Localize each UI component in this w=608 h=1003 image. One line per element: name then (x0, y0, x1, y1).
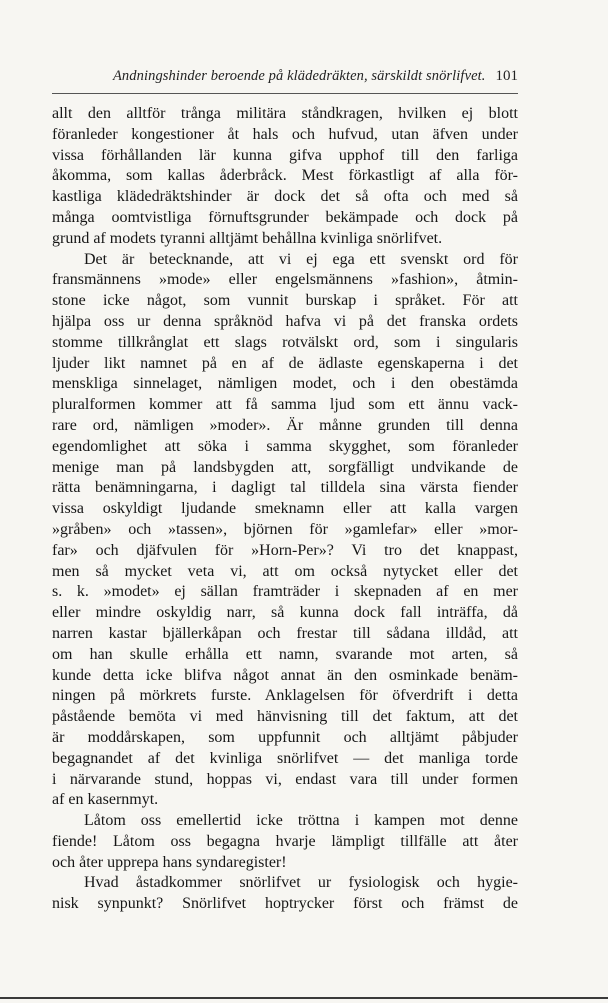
text-line: kunde detta icke blifva något annat än den osminkade benäm- (52, 666, 518, 684)
text-line: ningen på mörkrets furste. Anklagelsen för öfverdrift i detta (52, 687, 518, 705)
paragraph-start: Det är betecknande, att vi ej ega ett svenskt ord för (84, 250, 518, 268)
text-line: om han skulle erhålla ett namn, svarande mot arten, så (52, 645, 518, 663)
text-line: far» och djäfvulen för »Horn-Per»? Vi tro det knappast, (52, 541, 518, 559)
text-line: menskliga sinnelaget, nämligen modet, och i den obestämda (52, 375, 518, 393)
text-line: »gråben» och »tassen», björnen för »gamlefar» eller »mor- (52, 520, 518, 538)
text-line: åkomma, som kallas åderbråck. Mest förkastligt af alla för- (52, 167, 518, 185)
text-line: men så mycket veta vi, att om också nytycket eller det (52, 562, 518, 580)
text-line: är moddårskapen, som uppfunnit och alltjämt påbjuder (52, 728, 518, 746)
text-line: påstående bemöta vi med hänvisning till det faktum, att det (52, 708, 518, 726)
page-bottom-edge (0, 997, 608, 999)
text-line: grund af modets tyranni alltjämt behållna kvinliga snörlifvet. (52, 229, 443, 247)
text-line: fiende! Låtom oss begagna hvarje lämpligt tillfälle att åter (52, 832, 518, 850)
text-line: narren kastar bjällerkåpan och frestar till sådana illdåd, att (52, 624, 518, 642)
text-line: och åter upprepa hans syndaregister! (52, 853, 287, 871)
page-number: 101 (495, 68, 518, 84)
text-line: fransmännens »mode» eller engelsmännens »fashion», åtmin- (52, 271, 518, 289)
text-line: pluralformen kommer att få samma ljud som ett ännu vack- (52, 396, 518, 414)
text-line: rätta benämningarna, i dagligt tal tilldela sina värsta fiender (52, 479, 518, 497)
text-line: nisk synpunkt? Snörlifvet hoptrycker först och främst de (52, 895, 518, 913)
text-line: vissa oskyldigt ljudande smeknamn eller att kalla vargen (52, 500, 518, 518)
text-line: menige man på landsbygden att, sorgfälligt undvikande de (52, 458, 518, 476)
text-line: många oomtvistliga förnuftsgrunder bekämpade och dock på (52, 208, 518, 226)
text-line: i närvarande stund, hoppas vi, endast vara till under formen (52, 770, 518, 788)
header-rule (52, 93, 518, 94)
text-line: föranleder kongestioner åt hals och hufvud, utan äfven under (52, 125, 518, 143)
text-line: stone icke något, som vunnit burskap i språket. För att (52, 292, 518, 310)
text-line: eller mindre oskyldig narr, så kunna dock fall inträffa, då (52, 604, 518, 622)
text-line: egendomlighet att söka i samma skygghet, som föranleder (52, 437, 518, 455)
body-text (52, 104, 518, 915)
text-line: kastliga klädedräktshinder är dock det så ofta och med så (52, 188, 518, 206)
text-line: s. k. »modet» ej sällan framträder i skepnaden af en mer (52, 583, 518, 601)
paragraph-start: Hvad åstadkommer snörlifvet ur fysiologisk och hygie- (84, 874, 518, 892)
text-line: rare ord, nämligen »moder». Är månne grunden till denna (52, 416, 518, 434)
running-header (52, 68, 518, 88)
text-line: af en kasernmyt. (52, 791, 159, 809)
text-line: allt den alltför trånga militära ståndkragen, hvilken ej blott (52, 105, 518, 122)
text-line: hjälpa oss ur denna språknöd hafva vi på det franska ordets (52, 312, 518, 330)
running-title: Andningshinder beroende på klädedräkten, särskildt snörlifvet. (112, 68, 486, 84)
text-line: ljuder likt namnet på en af de ädlaste egenskaperna i det (52, 354, 518, 372)
text-line: vissa förhållanden lär kunna gifva upphof till den farliga (52, 146, 518, 164)
paragraph-start: Låtom oss emellertid icke tröttna i kampen mot denne (84, 812, 518, 830)
text-line: begagnandet af det kvinliga snörlifvet — det manliga torde (52, 749, 518, 767)
text-line: stomme tillkrånglat ett slags rotvälskt ord, som i singularis (52, 333, 518, 351)
